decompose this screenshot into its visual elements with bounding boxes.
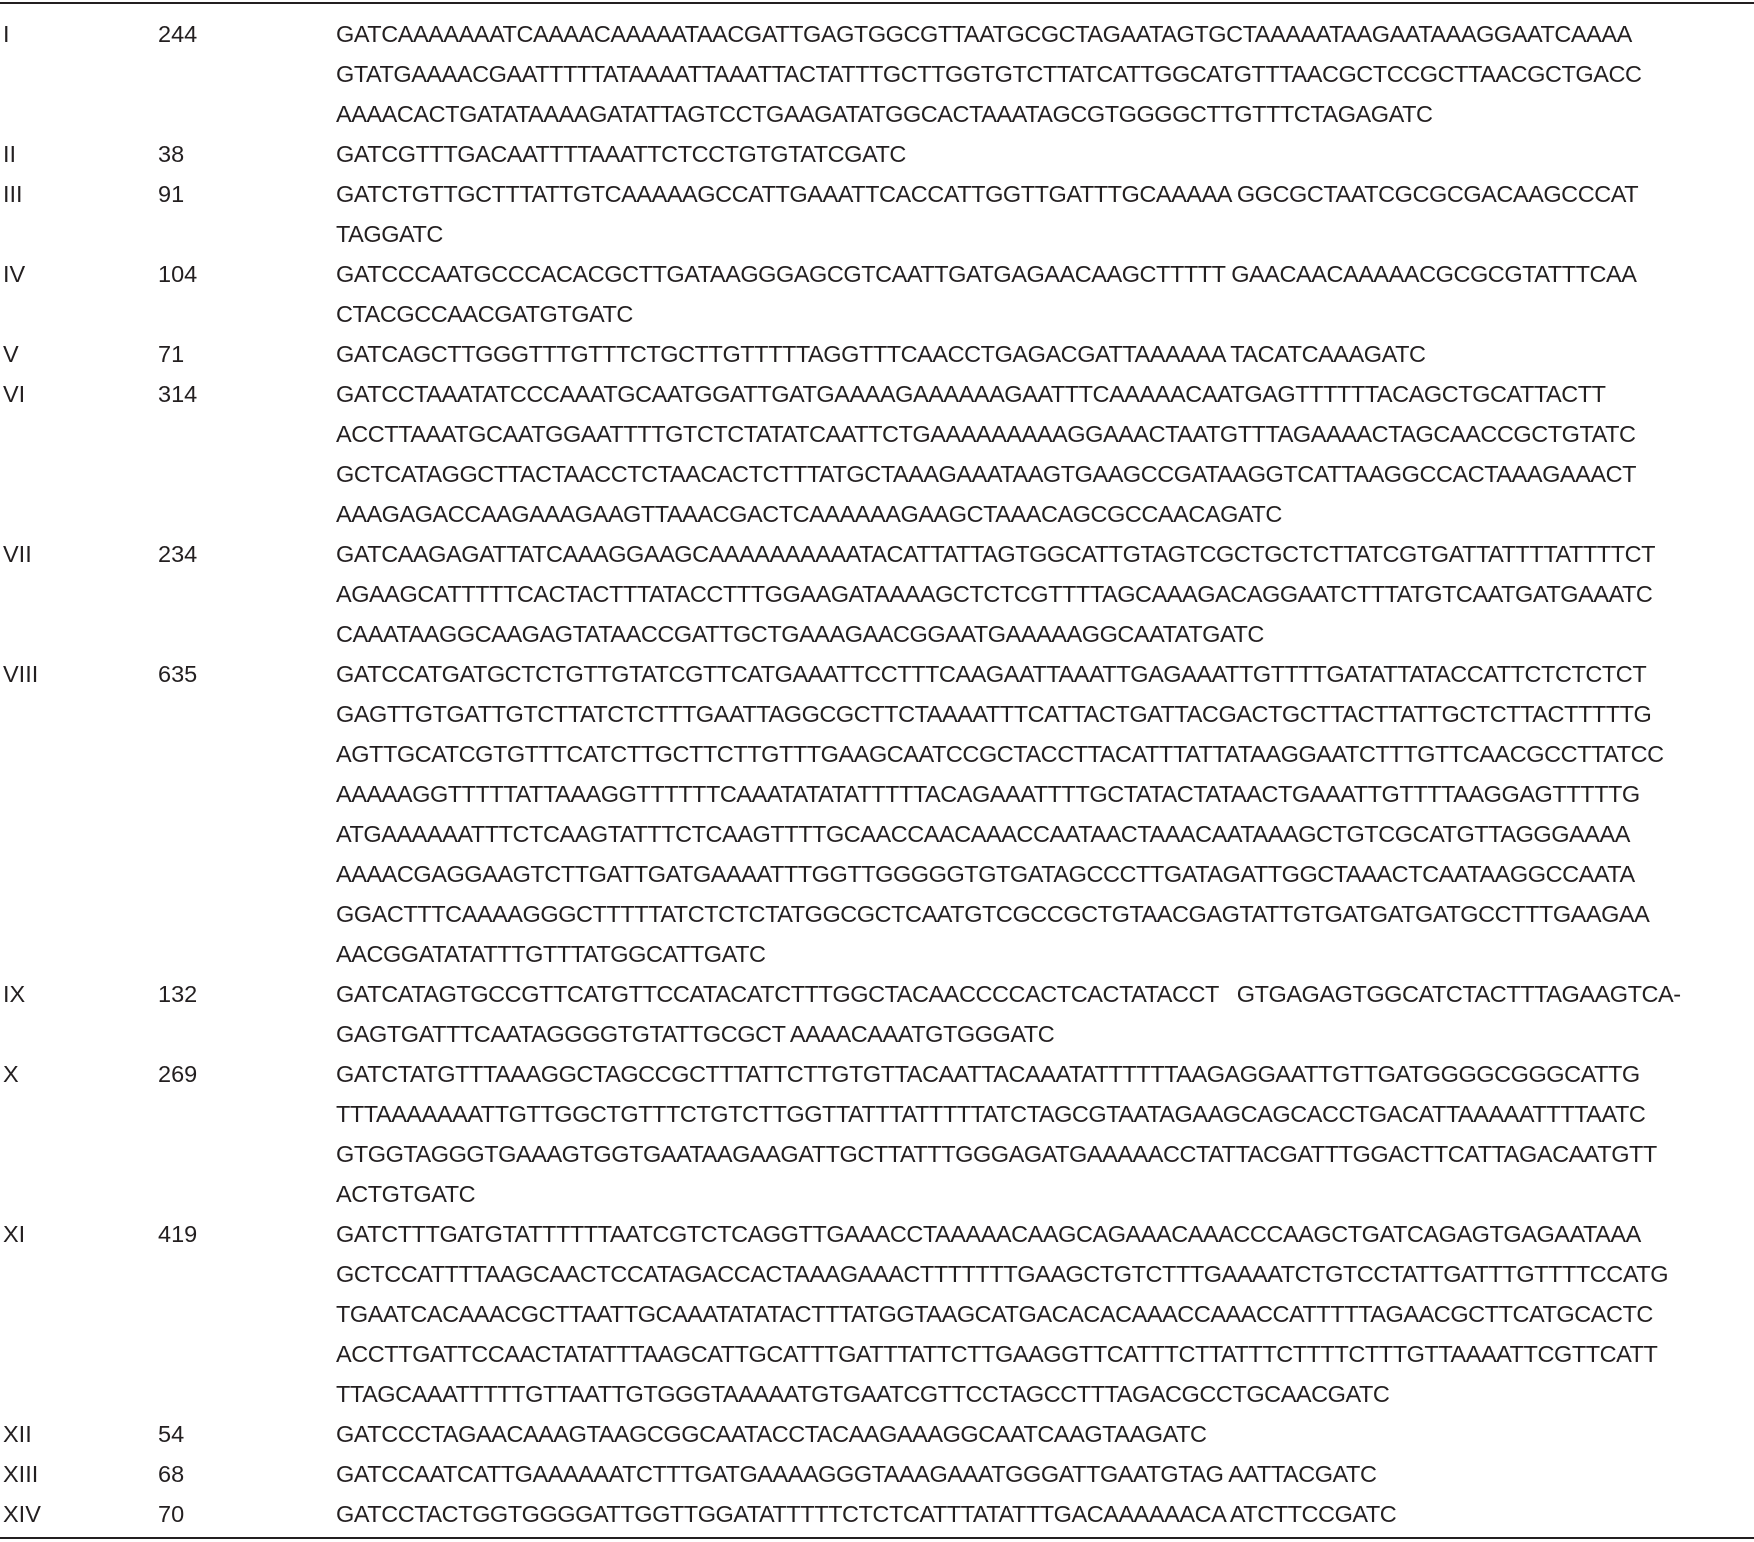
- sequence-line: GATCATAGTGCCGTTCATGTTCCATACATCTTTGGCTACAACCCCACTCACTATACCT GTGAGAGTGGCATCTACTTTAGAAGTCA-: [336, 981, 1681, 1007]
- fragment-length: 132: [158, 981, 198, 1007]
- fragment-sequence: [336, 1054, 1754, 1214]
- fragment-sequence: [336, 1494, 1754, 1534]
- fragment-sequence: [336, 974, 1754, 1054]
- table-row: [0, 1494, 1754, 1534]
- fragment-length: 68: [158, 1461, 185, 1487]
- fragment-id: XIV: [3, 1501, 41, 1527]
- fragment-length: 104: [158, 261, 198, 287]
- fragment-sequence: [336, 1454, 1754, 1494]
- sequence-line: AAAGAGACCAAGAAAGAAGTTAAACGACTCAAAAAAGAAGCTAAACAGCGCCAACAGATC: [336, 501, 1282, 527]
- fragment-sequence: [336, 254, 1754, 334]
- sequence-line: GCTCATAGGCTTACTAACCTCTAACACTCTTTATGCTAAAGAAATAAGTGAAGCCGATAAGGTCATTAAGGCCACTAAAGAAACT: [336, 461, 1636, 487]
- fragment-length: 269: [158, 1061, 198, 1087]
- fragment-sequence: [336, 534, 1754, 654]
- fragment-sequence: [336, 134, 1754, 174]
- fragment-length: 244: [158, 21, 198, 47]
- fragment-sequence: [336, 654, 1754, 974]
- sequence-line: TAGGATC: [336, 221, 443, 247]
- sequence-line: GATCCATGATGCTCTGTTGTATCGTTCATGAAATTCCTTTCAAGAATTAAATTGAGAAATTGTTTTGATATTATACCATTCTCTCTCT: [336, 661, 1647, 687]
- table-row: [0, 334, 1754, 374]
- sequence-line: GATCCCAATGCCCACACGCTTGATAAGGGAGCGTCAATTGATGAGAACAAGCTTTTT GAACAACAAAAACGCGCGTATTTCAA: [336, 261, 1637, 287]
- table-row: [0, 254, 1754, 334]
- table-row: [0, 134, 1754, 174]
- fragment-length: 70: [158, 1501, 185, 1527]
- sequence-line: ACCTTAAATGCAATGGAATTTTGTCTCTATATCAATTCTGAAAAAAAAAGGAAACTAATGTTTAGAAAACTAGCAACCGCTGTATC: [336, 421, 1636, 447]
- fragment-sequence: [336, 1414, 1754, 1454]
- sequence-line: GATCTATGTTTAAAGGCTAGCCGCTTTATTCTTGTGTTACAATTACAAATATTTTTTAAGAGGAATTGTTGATGGGGCGGGCATTG: [336, 1061, 1640, 1087]
- sequence-line: GAGTTGTGATTGTCTTATCTCTTTGAATTAGGCGCTTCTAAAATTTCATTACTGATTACGACTGCTTACTTATTGCTCTTACTTTTTG: [336, 701, 1652, 727]
- fragment-length: 71: [158, 341, 185, 367]
- table-row: [0, 1414, 1754, 1454]
- fragment-id: XIII: [3, 1461, 39, 1487]
- table-row: [0, 1054, 1754, 1214]
- table-row: [0, 374, 1754, 534]
- sequence-line: GTGGTAGGGTGAAAGTGGTGAATAAGAAGATTGCTTATTTGGGAGATGAAAAACCTATTACGATTTGGACTTCATTAGACAATGTT: [336, 1141, 1657, 1167]
- fragment-id: X: [3, 1061, 19, 1087]
- fragment-id: IV: [3, 261, 26, 287]
- fragment-length: 54: [158, 1421, 185, 1447]
- fragment-id: XI: [3, 1221, 26, 1247]
- sequence-line: AACGGATATATTTGTTTATGGCATTGATC: [336, 941, 766, 967]
- table-bottom-rule: [0, 1537, 1754, 1539]
- fragment-sequence: [336, 374, 1754, 534]
- fragment-length: 635: [158, 661, 198, 687]
- sequence-line: GATCAAGAGATTATCAAAGGAAGCAAAAAAAAAATACATTATTAGTGGCATTGTAGTCGCTGCTCTTATCGTGATTATTTTATTTTCT: [336, 541, 1656, 567]
- fragment-length: 314: [158, 381, 198, 407]
- fragment-id: I: [3, 21, 10, 47]
- table-row: [0, 654, 1754, 974]
- sequence-line: GAGTGATTTCAATAGGGGTGTATTGCGCT AAAACAAATGTGGGATC: [336, 1021, 1055, 1047]
- fragment-id: VIII: [3, 661, 39, 687]
- sequence-line: CAAATAAGGCAAGAGTATAACCGATTGCTGAAAGAACGGAATGAAAAAGGCAATATGATC: [336, 621, 1264, 647]
- table-row: [0, 974, 1754, 1054]
- sequence-line: GTATGAAAACGAATTTTTATAAAATTAAATTACTATTTGCTTGGTGTCTTATCATTGGCATGTTTAACGCTCCGCTTAACGCTGACC: [336, 61, 1642, 87]
- sequence-line: TTTAAAAAAATTGTTGGCTGTTTCTGTCTTGGTTATTTATTTTTATCTAGCGTAATAGAAGCAGCACCTGACATTAAAAATTTTAATC: [336, 1101, 1646, 1127]
- fragment-sequence: [336, 334, 1754, 374]
- sequence-line: TTAGCAAATTTTTGTTAATTGTGGGTAAAAATGTGAATCGTTCCTAGCCTTTAGACGCCTGCAACGATC: [336, 1381, 1390, 1407]
- fragment-length: 234: [158, 541, 198, 567]
- fragment-id: VI: [3, 381, 26, 407]
- fragment-id: V: [3, 341, 19, 367]
- sequence-line: AAAAAGGTTTTTATTAAAGGTTTTTTCAAATATATATTTTTACAGAAATTTTGCTATACTATAACTGAAATTGTTTTAAGGAGTTTTTG: [336, 781, 1640, 807]
- fragment-id: XII: [3, 1421, 32, 1447]
- table-row: [0, 534, 1754, 654]
- sequence-line: ACCTTGATTCCAACTATATTTAAGCATTGCATTTGATTTATTCTTGAAGGTTCATTTCTTATTTCTTTTCTTTGTTAAAATTCGTTCATT: [336, 1341, 1658, 1367]
- table-row: [0, 1454, 1754, 1494]
- sequence-line: GATCGTTTGACAATTTTAAATTCTCCTGTGTATCGATC: [336, 141, 906, 167]
- sequence-line: AAAACGAGGAAGTCTTGATTGATGAAAATTTGGTTGGGGGTGTGATAGCCCTTGATAGATTGGCTAAACTCAATAAGGCCAATA: [336, 861, 1635, 887]
- table-body: [0, 14, 1754, 1534]
- fragment-length: 419: [158, 1221, 198, 1247]
- fragment-id: III: [3, 181, 23, 207]
- sequence-line: GATCCCTAGAACAAAGTAAGCGGCAATACCTACAAGAAAGGCAATCAAGTAAGATC: [336, 1421, 1207, 1447]
- sequence-line: GCTCCATTTTAAGCAACTCCATAGACCACTAAAGAAACTTTTTTTGAAGCTGTCTTTGAAAATCTGTCCTATTGATTTGTTTTCCATG: [336, 1261, 1669, 1287]
- sequence-line: GATCAGCTTGGGTTTGTTTCTGCTTGTTTTTAGGTTTCAACCTGAGACGATTAAAAAA TACATCAAAGATC: [336, 341, 1426, 367]
- fragment-id: VII: [3, 541, 32, 567]
- fragment-id: II: [3, 141, 17, 167]
- sequence-line: GATCAAAAAAATCAAAACAAAAATAACGATTGAGTGGCGTTAATGCGCTAGAATAGTGCTAAAAATAAGAATAAAGGAATCAAAA: [336, 21, 1632, 47]
- fragment-length: 38: [158, 141, 185, 167]
- table-top-rule: [0, 2, 1754, 4]
- sequence-line: GATCCTAAATATCCCAAATGCAATGGATTGATGAAAAGAAAAAAGAATTTCAAAAACAATGAGTTTTTTACAGCTGCATTACTT: [336, 381, 1606, 407]
- sequence-line: GGACTTTCAAAAGGGCTTTTTATCTCTCTATGGCGCTCAATGTCGCCGCTGTAACGAGTATTGTGATGATGATGCCTTTGAAGAA: [336, 901, 1650, 927]
- sequence-line: GATCCAATCATTGAAAAAATCTTTGATGAAAAGGGTAAAGAAATGGGATTGAATGTAG AATTACGATC: [336, 1461, 1377, 1487]
- table-row: [0, 14, 1754, 134]
- sequence-line: AGAAGCATTTTTCACTACTTTATACCTTTGGAAGATAAAAGCTCTCGTTTTAGCAAAGACAGGAATCTTTATGTCAATGATGAAATC: [336, 581, 1653, 607]
- table-row: [0, 174, 1754, 254]
- sequence-line: TGAATCACAAACGCTTAATTGCAAATATATACTTTATGGTAAGCATGACACACAAACCAAACCATTTTTAGAACGCTTCATGCACTC: [336, 1301, 1653, 1327]
- fragment-length: 91: [158, 181, 185, 207]
- fragment-sequence: [336, 174, 1754, 254]
- sequence-line: GATCTTTGATGTATTTTTTAATCGTCTCAGGTTGAAACCTAAAAACAAGCAGAAACAAACCCAAGCTGATCAGAGTGAGAATAAA: [336, 1221, 1641, 1247]
- sequence-line: AAAACACTGATATAAAAGATATTAGTCCTGAAGATATGGCACTAAATAGCGTGGGGCTTGTTTCTAGAGATC: [336, 101, 1433, 127]
- sequence-line: ACTGTGATC: [336, 1181, 476, 1207]
- table-row: [0, 1214, 1754, 1414]
- sequence-line: AGTTGCATCGTGTTTCATCTTGCTTCTTGTTTGAAGCAATCCGCTACCTTACATTTATTATAAGGAATCTTTGTTCAACGCCTTATCC: [336, 741, 1664, 767]
- fragment-sequence: [336, 14, 1754, 134]
- sequence-line: CTACGCCAACGATGTGATC: [336, 301, 633, 327]
- sequence-line: GATCTGTTGCTTTATTGTCAAAAAGCCATTGAAATTCACCATTGGTTGATTTGCAAAAA GGCGCTAATCGCGCGACAAGCCCAT: [336, 181, 1639, 207]
- sequence-line: GATCCTACTGGTGGGGATTGGTTGGATATTTTTCTCTCATTTATATTTGACAAAAAACA ATCTTCCGATC: [336, 1501, 1397, 1527]
- sequence-line: ATGAAAAAATTTCTCAAGTATTTCTCAAGTTTTGCAACCAACAAACCAATAACTAAACAATAAAGCTGTCGCATGTTAGGGAAAA: [336, 821, 1630, 847]
- fragment-sequence: [336, 1214, 1754, 1414]
- fragment-id: IX: [3, 981, 26, 1007]
